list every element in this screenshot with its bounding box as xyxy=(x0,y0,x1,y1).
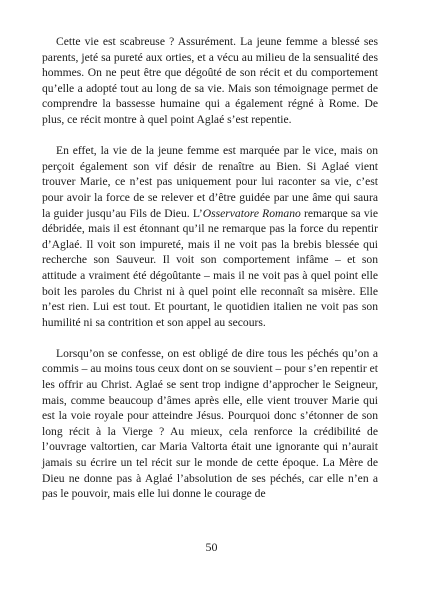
paragraph-3 xyxy=(42,346,378,502)
newspaper-title: Osservatore Romano xyxy=(202,206,301,220)
paragraph-2-text-end: remarque sa vie débridée, mais il est étonnant qu’il ne remarque pas la force du repentir d’Aglaé. Il voit son impureté, mais il ne voit pas la brebis blessée qui recherche son Sauveur. Il voit son comportement infâme – et son attitude a vraiment été dégoûtante – mais il ne voit pas à quel point elle boit les paroles du Christ ni à quel point elle reconnaît sa misère. Elle n’est rien. Lui est tout. Et pourtant, le quotidien italien ne voit pas son humilité ni sa contrition et son appel au secours. xyxy=(42,206,378,329)
paragraph-2-text-start: En effet, la vie de la jeune femme est marquée par le vice, mais on perçoit également son vif désir de renaître au Bien. Si Aglaé vient trouver Marie, ce n’est pas uniquement pour lui raconter sa vie, c’est pour avoir la force de se relever et d’être guidée par une âme qui saura la guider jusqu’au Fils de Dieu. L’ xyxy=(42,144,378,220)
paragraph-1 xyxy=(42,34,378,128)
paragraph-3-text: Lorsqu’on se confesse, on est obligé de dire tous les péchés qu’on a commis – au moins tous ceux dont on se souvient – pour s’en repentir et les offrir au Christ. Aglaé se sent trop indigne d’approcher le Seigneur, mais, comme beaucoup d’âmes après elle, elle vient trouver Marie qui est la voie royale pour atteindre Jésus. Pourquoi donc s’étonner de son long récit à la Vierge ? Au mieux, cela renforce la crédibilité de l’ouvrage valtortien, car Maria Valtorta était une ignorante qui n’aurait jamais su écrire un tel récit sur le monde de cette époque. La Mère de Dieu ne donne pas à Aglaé l’absolution de ses péchés, car elle n’en a pas le pouvoir, mais elle lui donne le courage de xyxy=(42,346,378,501)
page-number: 50 xyxy=(205,540,218,554)
page-body xyxy=(42,34,378,517)
paragraph-2 xyxy=(42,143,378,330)
paragraph-1-text: Cette vie est scabreuse ? Assurément. La jeune femme a blessé ses parents, jeté sa pureté aux orties, et a vécu au milieu de la sensualité des hommes. On ne peut être que dégoûté de son récit et du comportement qu’elle a adopté tout au long de sa vie. Mais son témoignage permet de comprendre la bassesse humaine qui a également régné à Rome. De plus, ce récit montre à quel point Aglaé s’est repentie. xyxy=(42,35,378,126)
